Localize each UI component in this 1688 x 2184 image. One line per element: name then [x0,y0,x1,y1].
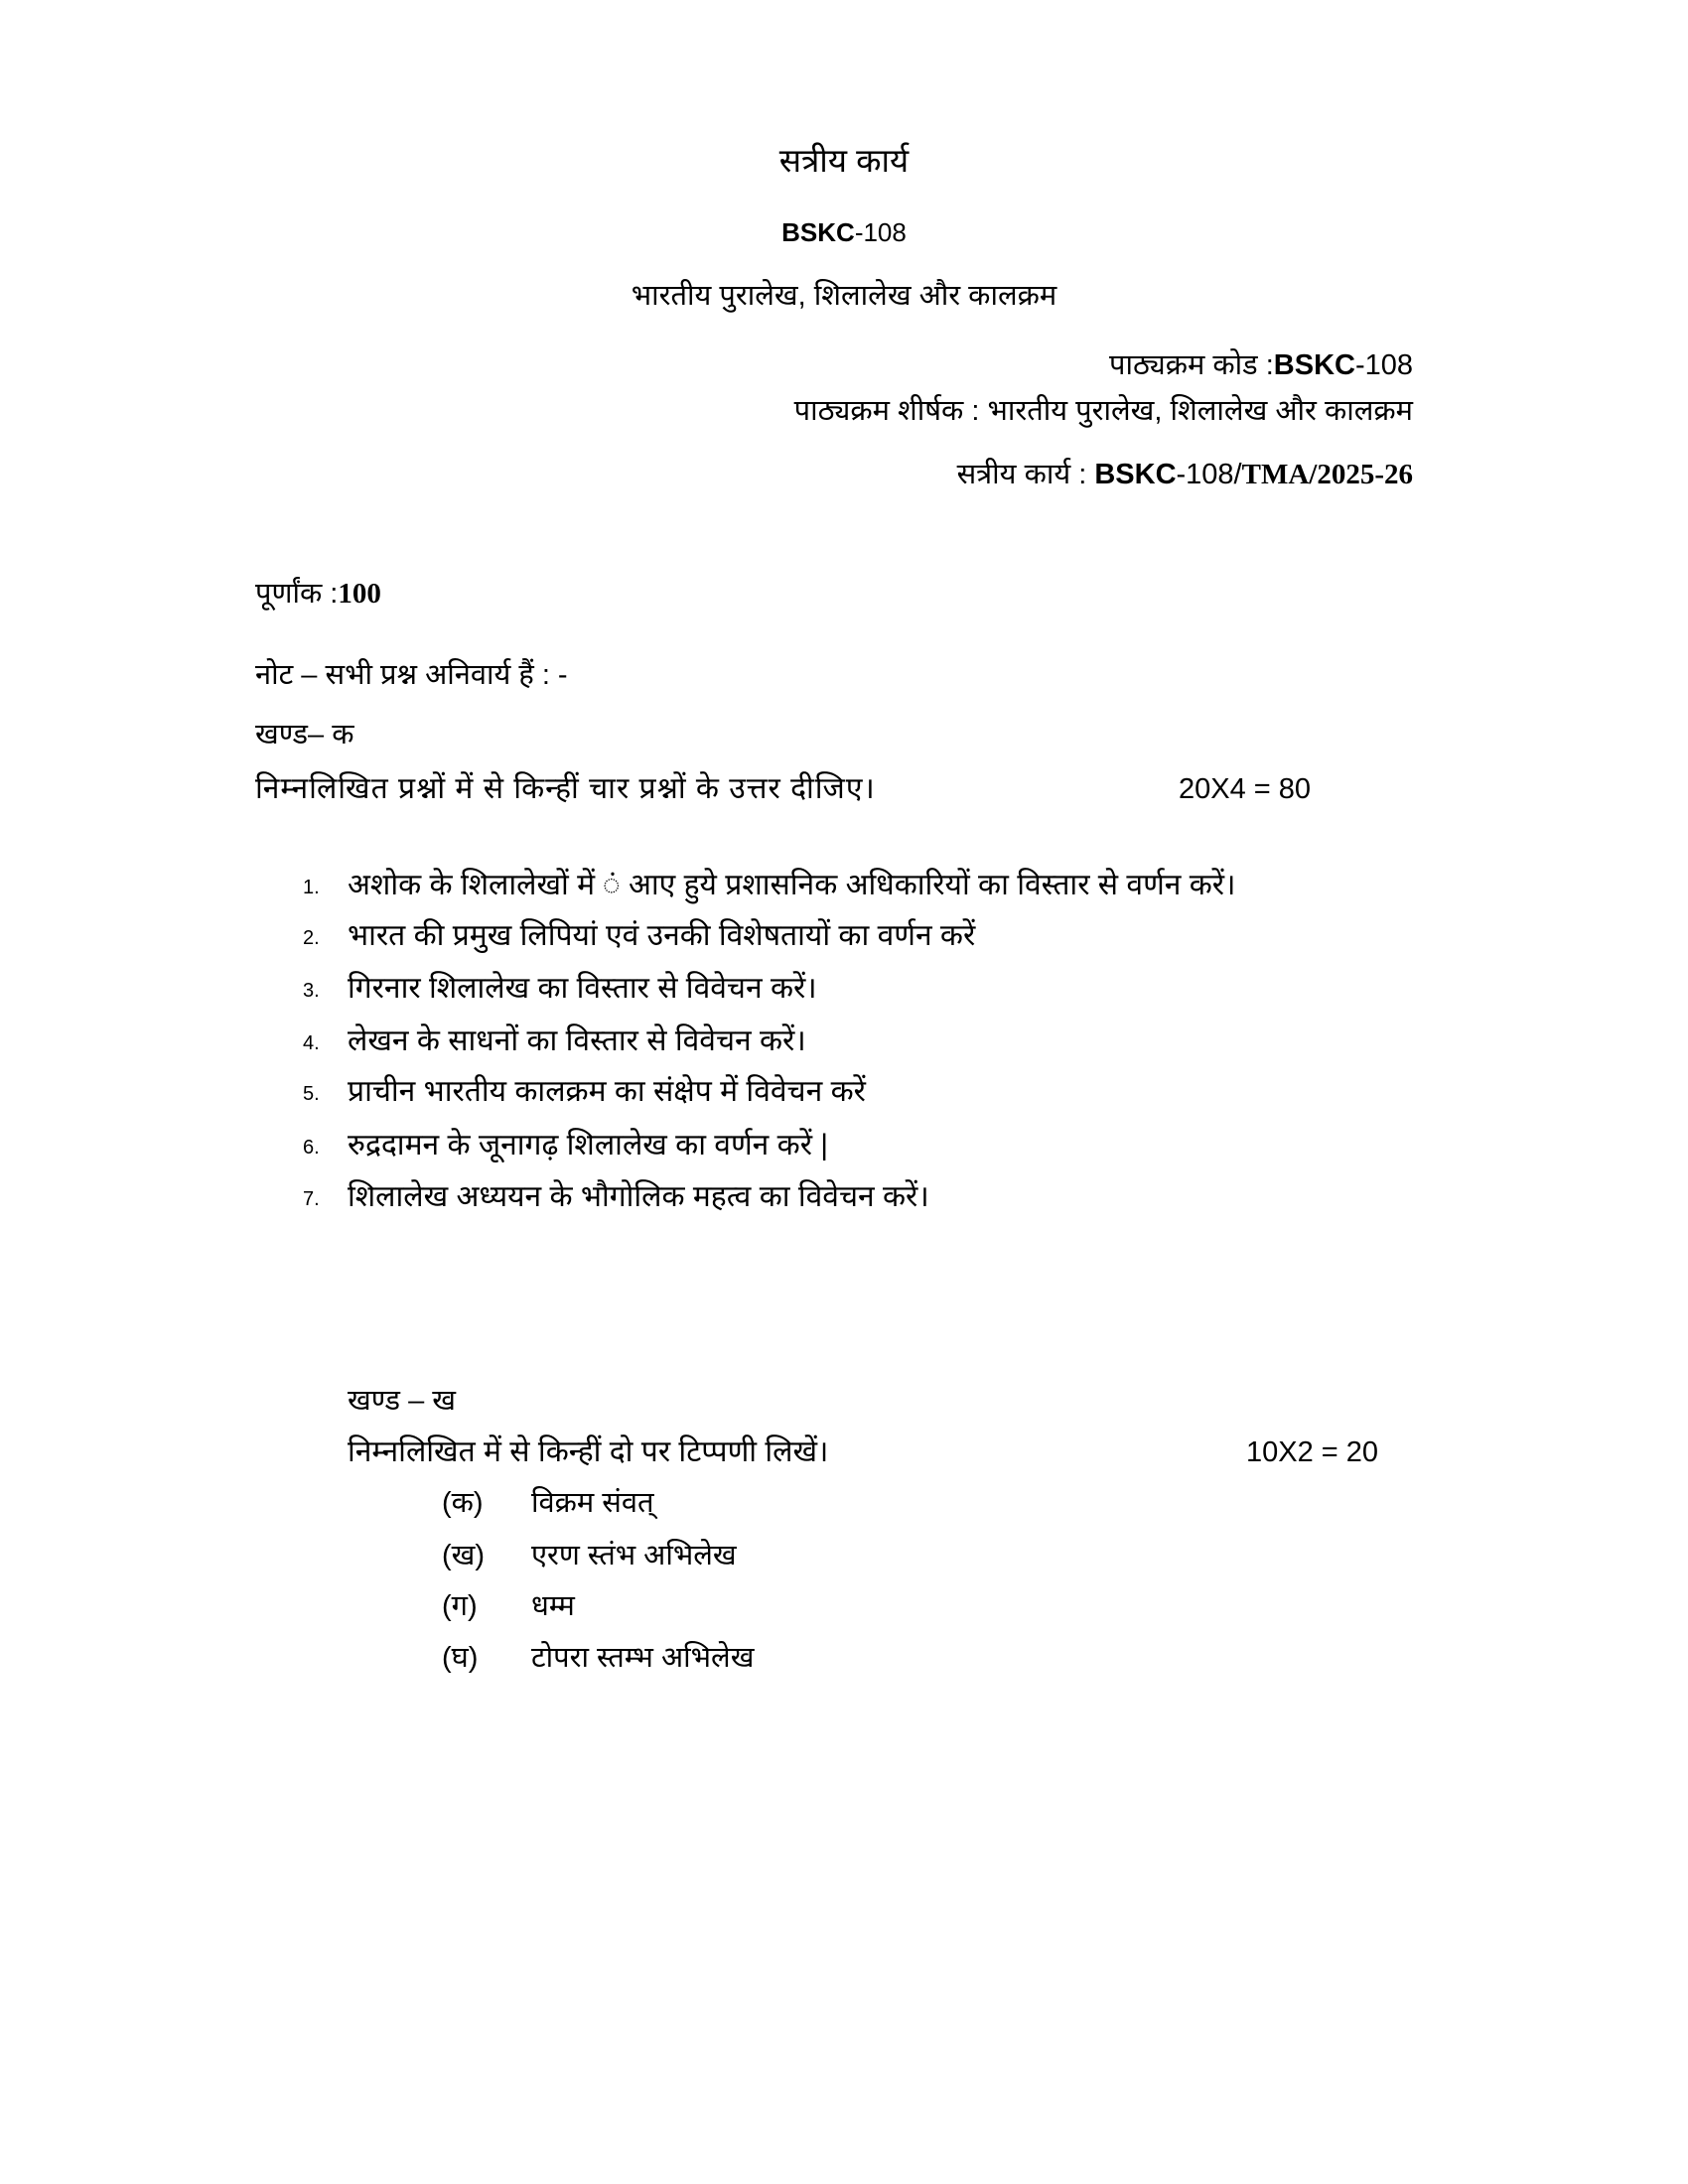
item-text: एरण स्तंभ अभिलेख [531,1540,737,1571]
item-text: धम्म [531,1590,575,1622]
course-code-heading [0,214,1688,250]
course-code-label: पाठ्यक्रम कोड : [1108,349,1274,381]
question-number: 6. [303,1137,320,1159]
question-number: 7. [303,1188,320,1210]
course-code-line [1109,347,1413,383]
code-bold: BSKC [781,217,855,247]
course-code-bold: BSKC [1273,349,1355,381]
section-a-heading: खण्ड– क [255,719,354,751]
section-b-heading: खण्ड – ख [348,1385,456,1417]
question-text: अशोक के शिलालेखों में ं आए हुये प्रशासनिक अधिकारियों का विस्तार से वर्णन करें। [348,869,1236,901]
assignment-tail: TMA/2025-26 [1241,459,1413,490]
section-a-instruction: निम्नलिखित प्रश्नों में से किन्हीं चार प्रश्नों के उत्तर दीजिए। [255,772,876,805]
max-marks [255,576,381,612]
question-number: 5. [303,1083,320,1105]
page-title: सत्रीय कार्य [778,142,910,179]
item-label: (क) [442,1487,484,1519]
question-text: प्राचीन भारतीय कालक्रम का संक्षेप में विवेचन करें [348,1075,866,1108]
assignment-code-line [957,457,1413,492]
question-number: 4. [303,1032,320,1054]
course-title-line: पाठ्यक्रम शीर्षक : भारतीय पुरालेख, शिलालेख और कालक्रम [793,395,1413,427]
section-b-marks: 10X2 = 20 [1246,1436,1379,1468]
max-marks-label: पूर्णांक : [255,578,339,610]
item-label: (ख) [442,1540,486,1571]
question-text: रुद्रदामन के जूनागढ़ शिलालेख का वर्णन करें | [348,1129,829,1161]
assignment-bold: BSKC [1094,459,1177,490]
question-text: शिलालेख अध्ययन के भौगोलिक महत्व का विवेचन करें। [348,1180,929,1213]
course-code-rest: -108 [1354,349,1413,381]
item-text: विक्रम संवत् [531,1487,654,1519]
question-number: 3. [303,980,320,1002]
question-number: 1. [303,877,320,898]
question-number: 2. [303,927,320,949]
assignment-label: सत्रीय कार्य : [956,459,1095,490]
question-text: लेखन के साधनों का विस्तार से विवेचन करें। [348,1024,806,1057]
question-text: भारत की प्रमुख लिपियां एवं उनकी विशेषतायों का वर्णन करें [348,919,976,952]
max-marks-value: 100 [338,578,381,610]
assignment-mid: -108/ [1176,459,1242,490]
note: नोट – सभी प्रश्न अनिवार्य हैं : - [255,659,568,691]
code-rest: -108 [854,217,907,247]
section-b-instruction: निम्नलिखित में से किन्हीं दो पर टिप्पणी लिखें। [348,1435,829,1468]
item-label: (घ) [442,1642,479,1674]
question-text: गिरनार शिलालेख का विस्तार से विवेचन करें। [348,972,817,1005]
section-a-marks: 20X4 = 80 [1179,773,1312,805]
item-text: टोपरा स्तम्भ अभिलेख [531,1642,755,1674]
item-label: (ग) [442,1590,478,1622]
course-subtitle: भारतीय पुरालेख, शिलालेख और कालक्रम [631,280,1057,312]
